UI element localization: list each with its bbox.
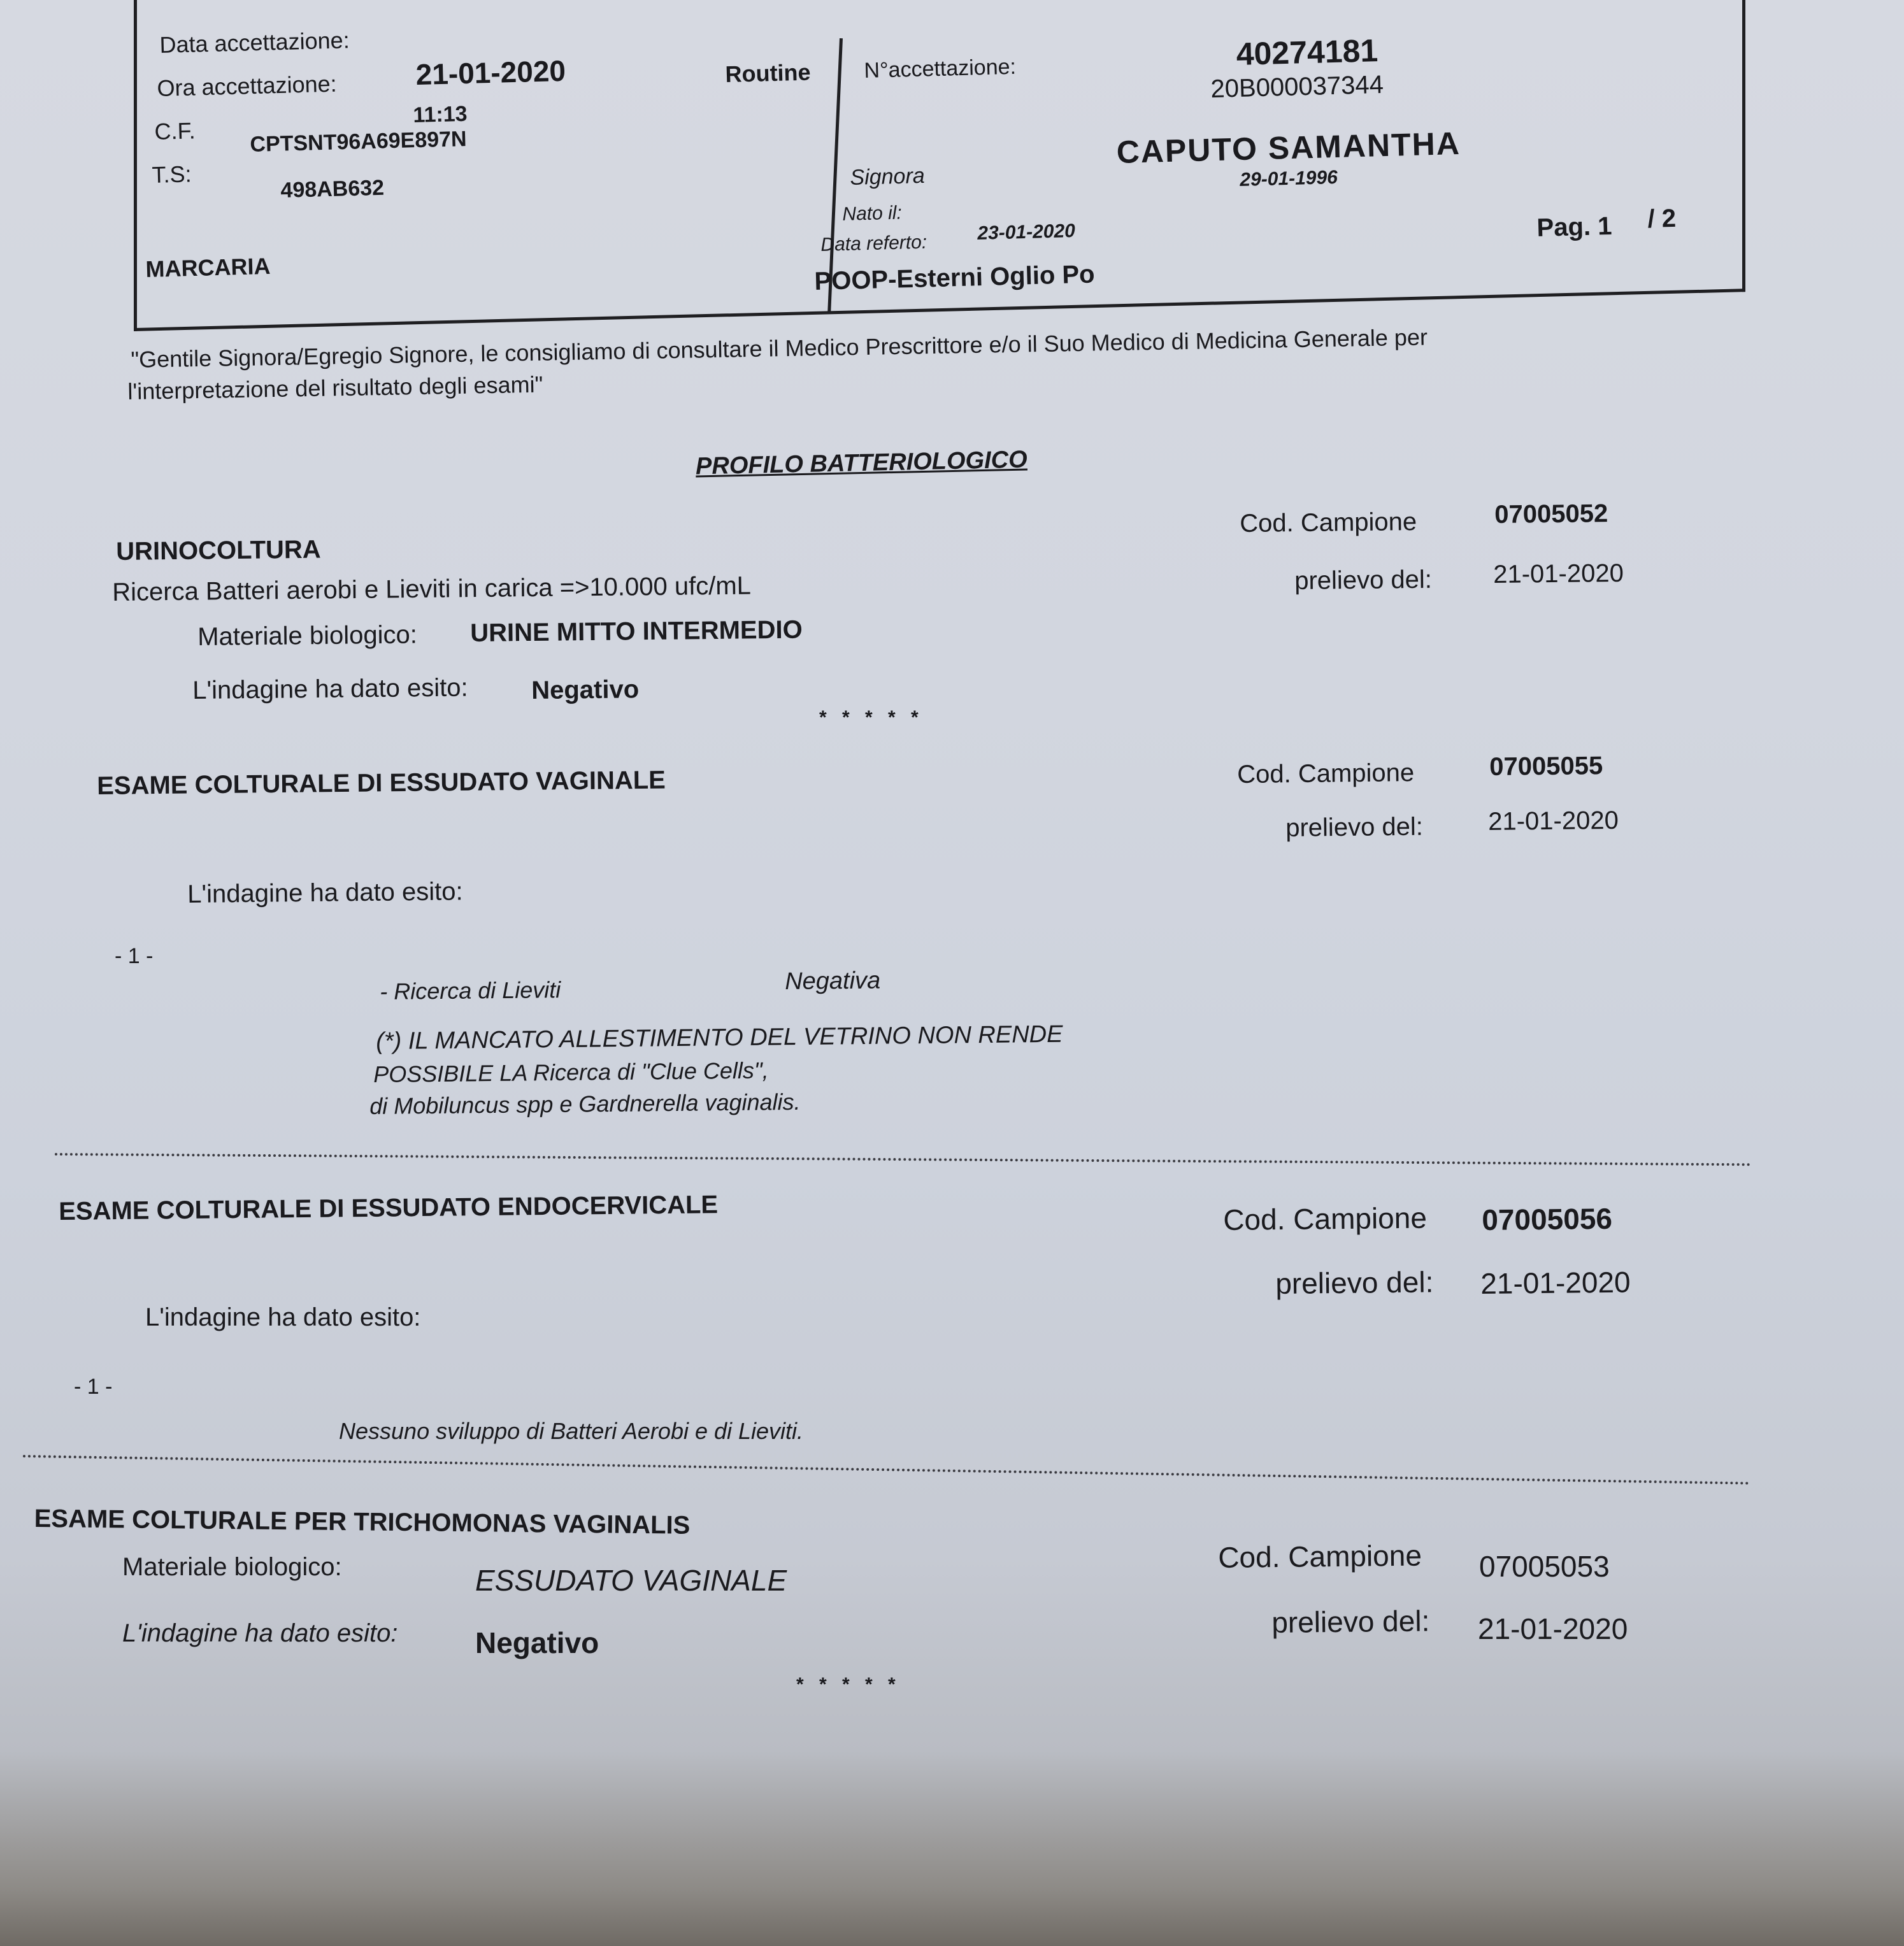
cf-label: C.F.: [154, 117, 196, 145]
prelievo-label: prelievo del:: [1275, 1265, 1434, 1300]
prelievo-value: 21-01-2020: [1480, 1265, 1631, 1300]
cf-value: CPTSNT96A69E897N: [250, 127, 468, 157]
note-line-1: (*) IL MANCATO ALLESTIMENTO DEL VETRINO NON RENDE: [376, 1020, 1063, 1055]
signora-label: Signora: [850, 163, 926, 190]
data-referto-value: 23-01-2020: [977, 220, 1076, 244]
item-index: - 1 -: [115, 944, 154, 968]
materiale-label: Materiale biologico:: [122, 1553, 342, 1581]
section-title-trichomonas: ESAME COLTURALE PER TRICHOMONAS VAGINALIS: [34, 1505, 691, 1540]
cod-campione-value: 07005055: [1489, 752, 1603, 781]
dotted-separator: [23, 1455, 1750, 1485]
n-accettazione-label: N°accettazione:: [864, 54, 1017, 83]
materiale-value: ESSUDATO VAGINALE: [475, 1564, 787, 1597]
ts-value: 498AB632: [280, 175, 385, 203]
section-title-urinocoltura: URINOCOLTURA: [116, 535, 321, 566]
item-index: - 1 -: [74, 1375, 113, 1399]
prelievo-label: prelievo del:: [1285, 812, 1424, 842]
result-text: Nessuno sviluppo di Batteri Aerobi e di Lieviti.: [339, 1418, 804, 1444]
notice-line-2: l'interpretazione del risultato degli esami": [127, 371, 543, 404]
esito-label: L'indagine ha dato esito:: [122, 1619, 398, 1647]
cod-campione-label: Cod. Campione: [1240, 508, 1417, 538]
cod-campione-label: Cod. Campione: [1223, 1201, 1428, 1236]
cod-campione-value: 07005052: [1494, 499, 1608, 529]
patient-name: CAPUTO SAMANTHA: [1116, 125, 1461, 170]
page-total: / 2: [1647, 204, 1677, 233]
cod-campione-value: 07005056: [1482, 1201, 1613, 1236]
separator-stars: * * * * *: [796, 1674, 901, 1695]
esito-value: Negativo: [475, 1626, 599, 1659]
priority-label: Routine: [725, 59, 812, 87]
section-title-vaginale: ESAME COLTURALE DI ESSUDATO VAGINALE: [97, 766, 666, 800]
cod-campione-label: Cod. Campione: [1218, 1538, 1422, 1574]
result-value: Negativa: [785, 967, 881, 995]
profile-title: PROFILO BATTERIOLOGICO: [695, 446, 1028, 480]
data-referto-label: Data referto:: [820, 231, 927, 255]
note-line-2: POSSIBILE LA Ricerca di "Clue Cells",: [373, 1057, 769, 1087]
comune: MARCARIA: [145, 252, 271, 282]
section-subtitle: Ricerca Batteri aerobi e Lieviti in carica =>10.000 ufc/mL: [112, 571, 752, 606]
prelievo-value: 21-01-2020: [1488, 806, 1619, 836]
prelievo-label: prelievo del:: [1294, 565, 1433, 595]
page-number: Pag. 1: [1536, 211, 1612, 242]
materiale-label: Materiale biologico:: [197, 620, 418, 651]
n-accettazione-value: 40274181: [1236, 32, 1378, 72]
prelievo-value: 21-01-2020: [1493, 559, 1624, 589]
esito-value: Negativo: [531, 675, 640, 705]
birth-date: 29-01-1996: [1240, 166, 1338, 190]
prelievo-label: prelievo del:: [1271, 1604, 1430, 1639]
materiale-value: URINE MITTO INTERMEDIO: [470, 615, 803, 647]
ora-accettazione-label: Ora accettazione:: [157, 70, 338, 101]
nato-label: Nato il:: [842, 202, 903, 225]
esito-label: L'indagine ha dato esito:: [145, 1303, 421, 1331]
cod-campione-label: Cod. Campione: [1237, 759, 1415, 789]
note-line-3: di Mobiluncus spp e Gardnerella vaginalis.: [369, 1088, 801, 1119]
data-accettazione-label: Data accettazione:: [159, 27, 350, 58]
department: POOP-Esterni Oglio Po: [814, 260, 1096, 296]
data-accettazione-value: 21-01-2020: [415, 54, 566, 91]
ts-label: T.S:: [152, 161, 192, 188]
separator-stars: * * * * *: [819, 707, 924, 728]
dotted-separator: [55, 1153, 1752, 1166]
result-name: - Ricerca di Lieviti: [380, 977, 561, 1005]
codice-esterno: 20B000037344: [1210, 70, 1384, 103]
esito-label: L'indagine ha dato esito:: [192, 673, 468, 705]
notice-line-1: "Gentile Signora/Egregio Signore, le consigliamo di consultare il Medico Prescrittore e/o il Suo Medico di Medicina Generale per: [131, 324, 1428, 373]
prelievo-value: 21-01-2020: [1478, 1612, 1628, 1645]
ora-accettazione-value: 11:13: [413, 101, 468, 127]
section-title-endocervicale: ESAME COLTURALE DI ESSUDATO ENDOCERVICALE: [59, 1191, 719, 1226]
esito-label: L'indagine ha dato esito:: [187, 877, 463, 908]
cod-campione-value: 07005053: [1479, 1550, 1610, 1583]
